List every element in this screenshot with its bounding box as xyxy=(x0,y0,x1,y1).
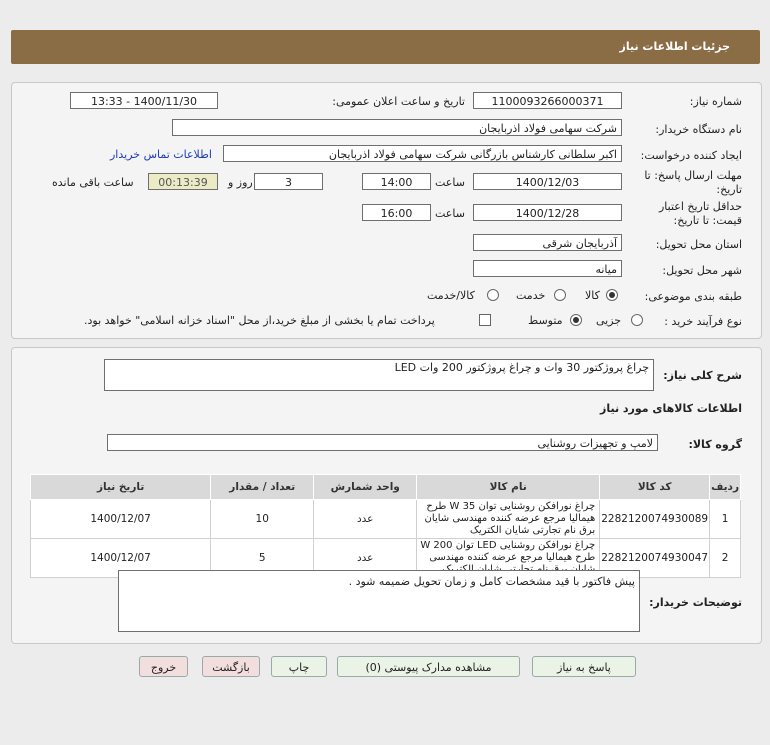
validity-date-field: 1400/12/28 xyxy=(473,204,622,221)
cell-qty: 5 xyxy=(211,539,314,578)
col-row: ردیف xyxy=(710,475,741,500)
col-date: تاریخ نیاز xyxy=(31,475,211,500)
cell-row: 1 xyxy=(710,500,741,539)
deadline-label-date: تاریخ: xyxy=(716,183,742,196)
announce-field: 1400/11/30 - 13:33 xyxy=(70,92,218,109)
cell-unit: عدد xyxy=(314,500,417,539)
need-number-label: شماره نیاز: xyxy=(689,95,742,108)
category-option-service: خدمت xyxy=(516,289,546,302)
city-label: شهر محل تحویل: xyxy=(662,264,742,277)
deadline-time-label: ساعت xyxy=(435,176,465,189)
creator-label: ایجاد کننده درخواست: xyxy=(640,149,742,162)
summary-field: چراغ پروژکتور 30 وات و چراغ پروژکتور 200 وات LED xyxy=(104,359,654,391)
city-field: میانه xyxy=(473,260,622,277)
table-row xyxy=(31,500,741,539)
validity-label-date: قیمت: تا تاریخ: xyxy=(673,214,742,227)
reply-button[interactable]: پاسخ به نیاز xyxy=(532,656,636,677)
province-field: آذربایجان شرقی xyxy=(473,234,622,251)
col-qty: تعداد / مقدار xyxy=(211,475,314,500)
cell-unit: عدد xyxy=(314,539,417,578)
validity-time-label: ساعت xyxy=(435,207,465,220)
goods-table xyxy=(30,474,741,578)
cell-code: 2282120074930047 xyxy=(600,539,710,578)
remaining-timer: 00:13:39 xyxy=(148,173,218,190)
treasury-checkbox[interactable] xyxy=(479,314,491,326)
buyer-notes-field: پیش فاکتور با قید مشخصات کامل و زمان تحویل ضمیمه شود . xyxy=(118,570,640,632)
deadline-date-field: 1400/12/03 xyxy=(473,173,622,190)
validity-time-field: 16:00 xyxy=(362,204,431,221)
print-button[interactable]: چاپ xyxy=(271,656,327,677)
page-header xyxy=(11,30,760,64)
cell-date: 1400/12/07 xyxy=(31,500,211,539)
cell-date: 1400/12/07 xyxy=(31,539,211,578)
treasury-note: پرداخت تمام یا بخشی از مبلغ خرید،از محل "اسناد خزانه اسلامی" خواهد بود. xyxy=(84,314,435,327)
col-unit: واحد شمارش xyxy=(314,475,417,500)
days-label: روز و xyxy=(228,176,253,189)
buyer-org-label: نام دستگاه خریدار: xyxy=(655,123,742,136)
cell-qty: 10 xyxy=(211,500,314,539)
process-radio-minor[interactable] xyxy=(631,314,643,326)
col-code: کد کالا xyxy=(600,475,710,500)
cell-name: چراغ نورافکن روشنایی LED توان W 200 طرح هیمالیا مرجع عرضه کننده مهندسی xyxy=(417,539,600,578)
cell-row: 2 xyxy=(710,539,741,578)
province-label: استان محل تحویل: xyxy=(655,238,742,251)
attachments-button[interactable]: مشاهده مدارک پیوستی (0) xyxy=(337,656,520,677)
buyer-org-field: شرکت سهامی فولاد اذربایجان xyxy=(172,119,622,136)
summary-label: شرح کلی نیاز: xyxy=(663,369,742,382)
creator-field: اکبر سلطانی کارشناس بازرگانی شرکت سهامی فولاد اذربایجان xyxy=(223,145,622,162)
process-radio-medium[interactable] xyxy=(570,314,582,326)
cell-code: 2282120074930089 xyxy=(600,500,710,539)
goods-group-field: لامپ و تجهیزات روشنایی xyxy=(107,434,658,451)
days-field: 3 xyxy=(254,173,323,190)
category-radio-both[interactable] xyxy=(487,289,499,301)
buyer-notes-label: توضیحات خریدار: xyxy=(649,596,742,609)
announce-label: تاریخ و ساعت اعلان عمومی: xyxy=(332,95,465,108)
category-label: طبقه بندی موضوعی: xyxy=(644,290,742,303)
goods-group-label: گروه کالا: xyxy=(688,438,742,451)
category-radio-goods[interactable] xyxy=(606,289,618,301)
validity-label: حداقل تاریخ اعتبار xyxy=(658,200,742,213)
exit-button[interactable]: خروج xyxy=(139,656,188,677)
col-name: نام کالا xyxy=(417,475,600,500)
category-radio-service[interactable] xyxy=(554,289,566,301)
process-option-medium: متوسط xyxy=(528,314,563,327)
back-button[interactable]: بازگشت xyxy=(202,656,260,677)
cell-name: چراغ نورافکن روشنایی توان W 35 طرح هیمالیا مرجع عرضه کننده مهندسی شایان برق نام تجارتی شایان الکتریک xyxy=(417,500,600,539)
page-title: جزئیات اطلاعات نیاز xyxy=(619,40,730,53)
need-number-field: 1100093266000371 xyxy=(473,92,622,109)
category-option-both: کالا/خدمت xyxy=(427,289,475,302)
process-label: نوع فرآیند خرید : xyxy=(664,315,742,328)
buyer-contact-link[interactable]: اطلاعات تماس خریدار xyxy=(110,148,212,161)
deadline-time-field: 14:00 xyxy=(362,173,431,190)
remaining-label: ساعت باقی مانده xyxy=(52,176,134,189)
goods-section-title: اطلاعات کالاهای مورد نیاز xyxy=(600,402,742,415)
process-option-minor: جزیی xyxy=(596,314,622,327)
deadline-label: مهلت ارسال پاسخ: تا xyxy=(644,169,742,182)
category-option-goods: کالا xyxy=(585,289,600,302)
